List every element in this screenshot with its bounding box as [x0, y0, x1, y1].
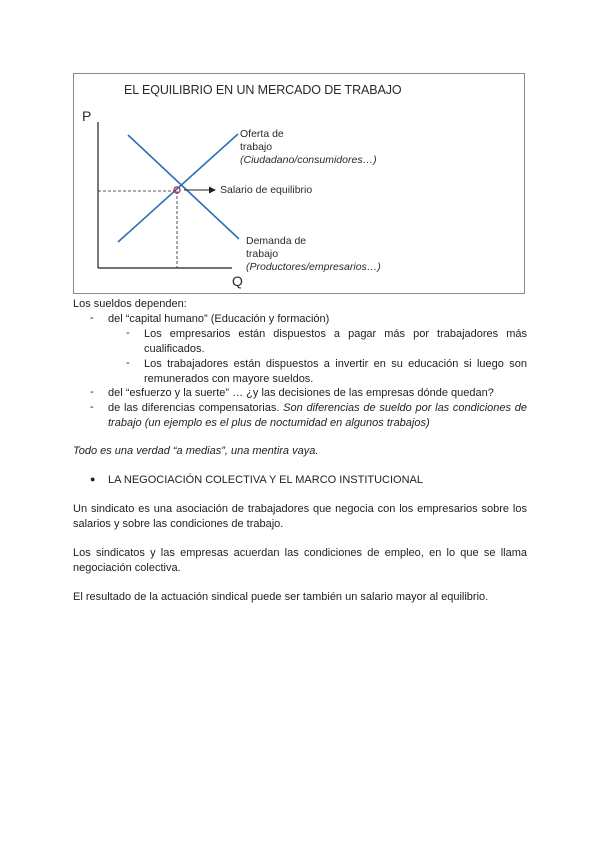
sublist-dash: - [126, 357, 130, 369]
sublist-item-trabajadores: Los trabajadores están dispuestos a invertir en su educación si luego son remunerados con mayore sueldos. [144, 358, 527, 385]
list-dash: - [90, 401, 94, 413]
paragraph-resultado: El resultado de la actuación sindical puede ser también un salario mayor al equilibrio. [73, 591, 489, 603]
list-dash: - [90, 312, 94, 324]
axis-y-label: P [82, 108, 92, 124]
sublist-dash: - [126, 327, 130, 339]
quote-text: Todo es una verdad “a medias”, una mentira vaya. [73, 445, 319, 457]
supply-label-3: (Ciudadano/consumidores…) [240, 154, 377, 166]
figure-title: EL EQUILIBRIO EN UN MERCADO DE TRABAJO [124, 83, 402, 97]
axis-x-label: Q [232, 273, 243, 289]
paragraph-negociacion: Los sindicatos y las empresas acuerdan las condiciones de empleo, en lo que se llama negociación colectiva. [73, 547, 527, 574]
supply-label-2: trabajo [240, 141, 273, 153]
supply-label-1: Oferta de [240, 128, 284, 140]
list-dash: - [90, 386, 94, 398]
demand-label-3: (Productores/empresarios…) [246, 261, 381, 273]
compensatorias-italic: Son diferencias de sueldo por las condiciones de trabajo (un ejemplo es el plus de noctumidad en algunos trabajos) [108, 402, 527, 429]
list-item-capital-humano: del “capital humano” (Educación y formación) [108, 313, 330, 325]
section-heading: LA NEGOCIACIÓN COLECTIVA Y EL MARCO INSTITUCIONAL [108, 474, 423, 486]
equilibrium-arrowhead [209, 187, 216, 194]
list-item-esfuerzo: del “esfuerzo y la suerte” … ¿y las decisiones de las empresas dónde quedan? [108, 387, 494, 399]
demand-label-1: Demanda de [246, 235, 307, 247]
compensatorias-plain: de las diferencias compensatorias. [108, 402, 280, 414]
labor-market-figure [73, 73, 525, 294]
paragraph-sindicato: Un sindicato es una asociación de trabajadores que negocia con los empresarios sobre los salarios y sobre las condiciones de trabajo. [73, 503, 527, 530]
bullet-icon: ● [90, 474, 96, 484]
demand-label-2: trabajo [246, 248, 279, 260]
intro-text: Los sueldos dependen: [73, 298, 187, 310]
list-item-compensatorias [108, 401, 527, 431]
sublist-item-empresarios: Los empresarios están dispuestos a pagar más por trabajadores más cualificados. [144, 328, 527, 355]
equilibrium-label: Salario de equilibrio [220, 184, 313, 196]
